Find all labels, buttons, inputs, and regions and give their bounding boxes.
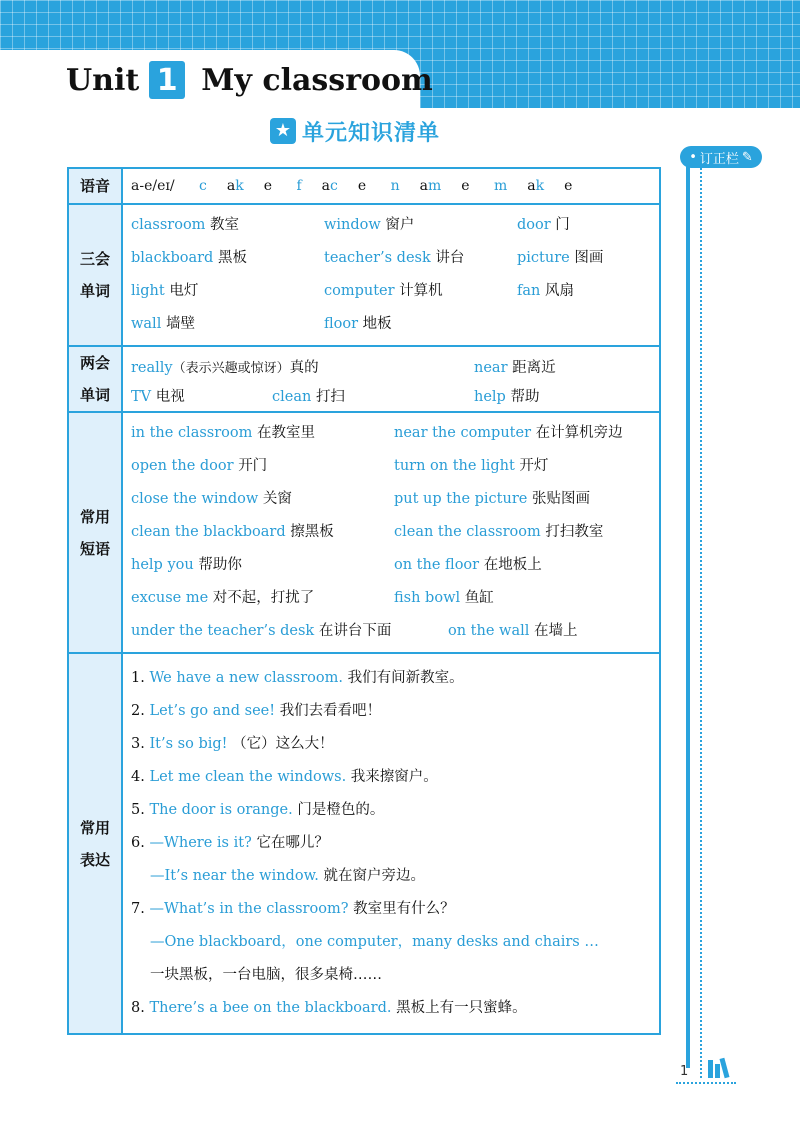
phonics-pattern: a-e/eɪ/ [131, 178, 175, 194]
extra-words-label: 两会 单词 [68, 346, 122, 412]
expressions-label: 常用 表达 [68, 653, 122, 1034]
phrase-entry: put up the picture 张贴图画 [394, 491, 590, 507]
phrases-label: 常用 短语 [68, 412, 122, 653]
word-entry: fan 风扇 [517, 283, 574, 299]
extra-words-content [122, 346, 660, 412]
pencil-icon: ✎ [741, 149, 753, 165]
word-entry: classroom 教室 [131, 217, 240, 233]
unit-number: 1 [149, 61, 185, 99]
expressions-row [68, 653, 660, 1034]
phonics-word: n am e [390, 178, 470, 194]
expression-line: 2. Let’s go and see! 我们去看看吧！ [131, 703, 382, 719]
phonics-word: m ak e [494, 178, 573, 194]
core-words-content [122, 204, 660, 346]
phrase-entry: clean the classroom 打扫教室 [394, 524, 604, 540]
word-entry: TV 电视 [131, 389, 185, 405]
phrases-row [68, 412, 660, 653]
expression-line: 6. —Where is it? 它在哪儿？ [131, 835, 329, 851]
word-entry: computer 计算机 [324, 283, 443, 299]
expression-line: 4. Let me clean the windows. 我来擦窗户。 [131, 769, 438, 785]
phonics-word: c ak e [199, 178, 272, 194]
knowledge-table [67, 167, 661, 1035]
phrase-entry: clean the blackboard 擦黑板 [131, 524, 334, 540]
books-icon [708, 1058, 727, 1078]
expression-line: 3. It’s so big! （它）这么大！ [131, 736, 334, 752]
phrase-entry: help you 帮助你 [131, 557, 242, 573]
unit-word: Unit [66, 62, 140, 98]
expression-line: 5. The door is orange. 门是橙色的。 [131, 802, 385, 818]
word-entry: near 距离近 [474, 360, 556, 376]
expression-line: 一块黑板，一台电脑，很多桌椅…… [150, 967, 382, 983]
page-number: 1 [680, 1064, 689, 1079]
word-entry: blackboard 黑板 [131, 250, 247, 266]
word-entry: picture 图画 [517, 250, 604, 266]
extra-words-row [68, 346, 660, 412]
phrase-entry: on the floor 在地板上 [394, 557, 542, 573]
section-heading [270, 114, 440, 148]
expression-line: —It’s near the window. 就在窗户旁边。 [150, 868, 425, 884]
expression-line: 8. There’s a bee on the blackboard. 黑板上有一只蜜蜂。 [131, 1000, 527, 1016]
word-entry: really（表示兴趣或惊讶）真的 [131, 360, 319, 376]
expression-line: —One blackboard，one computer，many desks and chairs … [150, 934, 599, 950]
phrase-entry: on the wall 在墙上 [448, 623, 578, 639]
phrase-entry: near the computer 在计算机旁边 [394, 425, 623, 441]
phonics-word: f ac e [296, 178, 367, 194]
margin-dotted-line [700, 168, 702, 1078]
expression-line: 7. —What’s in the classroom? 教室里有什么？ [131, 901, 455, 917]
correction-column-tag: • 订正栏 ✎ [680, 146, 762, 168]
word-entry: clean 打扫 [272, 389, 345, 405]
phrases-content [122, 412, 660, 653]
phrase-entry: open the door 开门 [131, 458, 268, 474]
word-entry: door 门 [517, 217, 570, 233]
expression-line: 1. We have a new classroom. 我们有间新教室。 [131, 670, 464, 686]
correction-label: 订正栏 [699, 151, 739, 167]
section-title: 单元知识清单 [302, 120, 441, 146]
expressions-content [122, 653, 660, 1034]
word-entry: window 窗户 [324, 217, 415, 233]
star-icon: ★ [270, 118, 296, 144]
core-words-row [68, 204, 660, 346]
page-underline [676, 1082, 736, 1084]
word-entry: light 电灯 [131, 283, 199, 299]
phonics-label: 语音 [68, 168, 122, 204]
phrase-entry: in the classroom 在教室里 [131, 425, 315, 441]
unit-name: My classroom [201, 62, 433, 98]
word-entry: teacher’s desk 讲台 [324, 250, 465, 266]
word-entry: wall 墙壁 [131, 316, 195, 332]
phrase-entry: excuse me 对不起，打扰了 [131, 590, 315, 606]
core-words-label: 三会 单词 [68, 204, 122, 346]
unit-title [66, 58, 433, 102]
word-entry: help 帮助 [474, 389, 540, 405]
phrase-entry: under the teacher’s desk 在讲台下面 [131, 623, 392, 639]
word-entry: floor 地板 [324, 316, 392, 332]
phrase-entry: fish bowl 鱼缸 [394, 590, 494, 606]
phrase-entry: close the window 关窗 [131, 491, 292, 507]
phonics-content [122, 168, 660, 204]
margin-edge-bar [686, 148, 690, 1068]
phrase-entry: turn on the light 开灯 [394, 458, 549, 474]
phonics-row [68, 168, 660, 204]
